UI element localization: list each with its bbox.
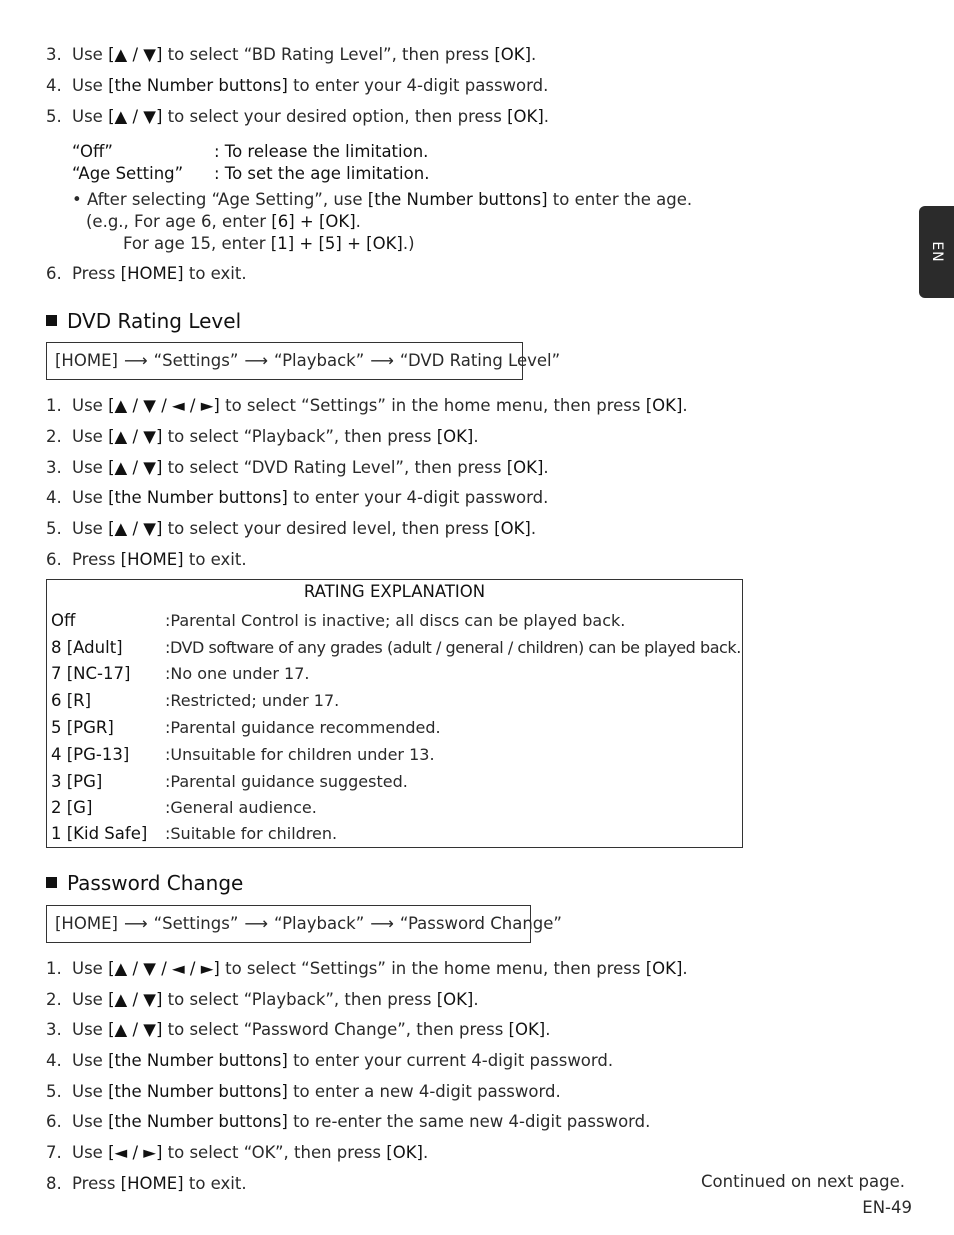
option-row	[72, 141, 428, 163]
arrow-right-icon: ⟶	[123, 914, 148, 933]
table-row	[51, 636, 741, 660]
table-row	[51, 822, 337, 846]
step-text: to select “BD Rating Level”, then press	[162, 45, 495, 64]
step-key: [the Number buttons]	[108, 1112, 288, 1131]
step-text: .	[682, 396, 688, 415]
arrow-right-icon: ⟶	[244, 914, 269, 933]
step-text: Use	[72, 76, 109, 95]
path-segment: “Password Change”	[399, 914, 562, 933]
arrow-right-icon: ⟶	[370, 351, 394, 370]
table-row	[51, 609, 625, 633]
path-segment: “Playback”	[274, 351, 365, 370]
step-key: [▲ / ▼]	[108, 990, 163, 1009]
option-name: “Age Setting”	[72, 164, 184, 183]
path-segment: [HOME]	[55, 351, 118, 370]
step-key: [HOME]	[120, 1174, 184, 1193]
rating-level: 4 [PG-13]	[51, 745, 130, 764]
step-text: Use	[72, 990, 109, 1009]
step-text: to select “Playback”, then press	[162, 990, 437, 1009]
step-key: [▲ / ▼]	[108, 45, 163, 64]
step-text: to re-enter the same new 4-digit password.	[287, 1112, 651, 1131]
step-key: [▲ / ▼]	[108, 458, 163, 477]
step-number: 6.	[46, 264, 62, 283]
arrow-right-icon: ⟶	[244, 351, 269, 370]
step-number: 6.	[46, 550, 62, 569]
age-note-line	[72, 189, 692, 211]
note-text: • After selecting “Age Setting”, use	[72, 190, 368, 209]
step-text: to select “DVD Rating Level”, then press	[162, 458, 507, 477]
note-text: .	[355, 212, 361, 231]
step-text: to select “Playback”, then press	[162, 427, 437, 446]
list-item	[46, 1049, 613, 1073]
step-text: .	[473, 990, 479, 1009]
step-number: 7.	[46, 1143, 62, 1162]
step-text: .	[530, 519, 537, 538]
step-text: to exit.	[183, 264, 247, 283]
rating-level: 3 [PG]	[51, 772, 103, 791]
rating-description: :No one under 17.	[165, 664, 310, 683]
step-text: to enter your 4-digit password.	[287, 76, 549, 95]
step-number: 5.	[46, 519, 62, 538]
arrow-right-icon: ⟶	[370, 914, 394, 933]
step-key: [OK]	[645, 396, 683, 415]
table-row	[51, 796, 317, 820]
step-number: 2.	[46, 990, 62, 1009]
list-item	[46, 1110, 650, 1134]
step-text: Use	[72, 1112, 109, 1131]
section-title: Password Change	[67, 871, 244, 895]
list-item	[46, 394, 688, 418]
step-text: to exit.	[183, 1174, 247, 1193]
rating-level: 6 [R]	[51, 691, 92, 710]
step-text: to enter your 4-digit password.	[287, 488, 549, 507]
step-key: [OK]	[436, 427, 474, 446]
step-text: Use	[72, 959, 109, 978]
path-segment: “Playback”	[274, 914, 365, 933]
rating-description: :General audience.	[165, 798, 317, 817]
list-item	[46, 456, 549, 480]
path-segment: “DVD Rating Level”	[399, 351, 561, 370]
step-number: 6.	[46, 1112, 62, 1131]
option-name: “Off”	[72, 142, 113, 161]
step-text: to select “OK”, then press	[162, 1143, 387, 1162]
step-key: [▲ / ▼]	[108, 107, 163, 126]
step-text: Press	[72, 264, 121, 283]
step-text: Use	[72, 1143, 109, 1162]
step-text: .	[422, 1143, 429, 1162]
page-number: EN-49	[862, 1198, 912, 1217]
step-text: .	[543, 458, 549, 477]
table-row	[51, 743, 435, 767]
table-row	[51, 770, 408, 794]
step-key: [◄ / ►]	[108, 1143, 163, 1162]
rating-level: 2 [G]	[51, 798, 93, 817]
step-key: [the Number buttons]	[108, 1051, 288, 1070]
note-text: to enter the age.	[547, 190, 693, 209]
rating-description: :Suitable for children.	[165, 824, 338, 843]
language-tab	[919, 206, 954, 298]
rating-description: :DVD software of any grades (adult / general / children) can be played back.	[165, 638, 741, 657]
list-item	[46, 1172, 247, 1196]
step-text: to select “Settings” in the home menu, then press	[219, 959, 646, 978]
rating-level: 7 [NC-17]	[51, 664, 131, 683]
step-text: to enter a new 4-digit password.	[287, 1082, 561, 1101]
list-item	[46, 43, 536, 67]
step-key: [OK]	[386, 1143, 423, 1162]
step-text: Use	[72, 45, 109, 64]
step-text: to select “Password Change”, then press	[162, 1020, 509, 1039]
list-item	[46, 1141, 428, 1165]
table-row	[51, 662, 309, 686]
step-number: 5.	[46, 107, 62, 126]
step-text: to select your desired option, then press	[162, 107, 508, 126]
step-text: to enter your current 4-digit password.	[287, 1051, 614, 1070]
step-key: [▲ / ▼]	[108, 1020, 163, 1039]
step-key: [the Number buttons]	[108, 1082, 288, 1101]
step-text: .	[682, 959, 688, 978]
step-number: 3.	[46, 45, 62, 64]
rating-description: :Restricted; under 17.	[165, 691, 340, 710]
step-key: [▲ / ▼ / ◄ / ►]	[108, 959, 220, 978]
menu-path-box	[46, 342, 561, 380]
list-item	[46, 105, 549, 129]
square-bullet-icon	[46, 877, 57, 888]
rating-level: 8 [Adult]	[51, 638, 123, 657]
continued-note: Continued on next page.	[701, 1172, 905, 1191]
age-note-line	[123, 233, 415, 255]
age-note-line	[86, 211, 361, 233]
option-description: : To set the age limitation.	[214, 164, 430, 183]
table-row	[51, 689, 339, 713]
section-heading	[46, 309, 241, 333]
step-number: 1.	[46, 959, 62, 978]
step-key: [OK]	[506, 458, 544, 477]
list-item	[46, 1018, 550, 1042]
step-key: [OK]	[645, 959, 683, 978]
note-text: .)	[402, 234, 415, 253]
list-item	[46, 548, 247, 572]
step-text: to select your desired level, then press	[162, 519, 495, 538]
rating-description: :Parental guidance recommended.	[165, 718, 441, 737]
step-key: [the Number buttons]	[108, 488, 288, 507]
step-text: Use	[72, 427, 109, 446]
rating-description: :Parental guidance suggested.	[165, 772, 408, 791]
section-title: DVD Rating Level	[67, 309, 242, 333]
step-key: [▲ / ▼]	[108, 519, 163, 538]
table-title: RATING EXPLANATION	[303, 582, 486, 601]
step-key: [HOME]	[120, 264, 184, 283]
step-number: 5.	[46, 1082, 62, 1101]
note-text: (e.g., For age 6, enter	[86, 212, 272, 231]
list-item	[46, 425, 479, 449]
square-bullet-icon	[46, 315, 57, 326]
step-key: [OK]	[507, 107, 544, 126]
step-text: Use	[72, 107, 109, 126]
step-key: [OK]	[494, 45, 532, 64]
language-tab-label: EN	[928, 241, 945, 263]
step-key: [OK]	[494, 519, 531, 538]
rating-explanation-table	[46, 579, 743, 848]
step-text: Press	[72, 550, 121, 569]
note-key: [the Number buttons]	[367, 190, 548, 209]
step-text: Press	[72, 1174, 121, 1193]
note-text: For age 15, enter	[123, 234, 271, 253]
rating-level: 1 [Kid Safe]	[51, 824, 148, 843]
section-heading	[46, 871, 243, 895]
step-text: to exit.	[183, 550, 247, 569]
list-item	[46, 486, 548, 510]
rating-level: Off	[51, 611, 76, 630]
step-text: .	[545, 1020, 551, 1039]
rating-description: :Parental Control is inactive; all discs can be played back.	[165, 611, 626, 630]
path-segment: “Settings”	[153, 914, 239, 933]
note-key: [6] + [OK]	[271, 212, 356, 231]
path-segment: “Settings”	[153, 351, 239, 370]
step-number: 4.	[46, 488, 62, 507]
step-text: .	[543, 107, 550, 126]
step-text: Use	[72, 488, 109, 507]
list-item	[46, 74, 548, 98]
step-key: [HOME]	[120, 550, 184, 569]
step-number: 3.	[46, 1020, 62, 1039]
step-key: [▲ / ▼ / ◄ / ►]	[108, 396, 220, 415]
step-key: [the Number buttons]	[108, 76, 288, 95]
rating-level: 5 [PGR]	[51, 718, 114, 737]
step-text: Use	[72, 396, 109, 415]
step-number: 8.	[46, 1174, 62, 1193]
step-number: 1.	[46, 396, 62, 415]
list-item	[46, 957, 688, 981]
step-text: to select “Settings” in the home menu, then press	[219, 396, 646, 415]
step-key: [OK]	[436, 990, 474, 1009]
step-text: Use	[72, 1020, 109, 1039]
rating-description: :Unsuitable for children under 13.	[165, 745, 435, 764]
step-key: [▲ / ▼]	[108, 427, 163, 446]
step-number: 2.	[46, 427, 62, 446]
path-segment: [HOME]	[55, 914, 118, 933]
step-text: Use	[72, 458, 109, 477]
arrow-right-icon: ⟶	[123, 351, 148, 370]
step-text: Use	[72, 1051, 109, 1070]
step-text: Use	[72, 519, 109, 538]
list-item	[46, 262, 247, 286]
list-item	[46, 517, 536, 541]
step-text: .	[531, 45, 537, 64]
step-number: 4.	[46, 1051, 62, 1070]
step-key: [OK]	[508, 1020, 546, 1039]
option-description: : To release the limitation.	[214, 142, 429, 161]
table-row	[51, 716, 441, 740]
step-number: 4.	[46, 76, 62, 95]
step-text: .	[473, 427, 479, 446]
list-item	[46, 988, 479, 1012]
step-number: 3.	[46, 458, 62, 477]
note-key: [1] + [5] + [OK]	[270, 234, 403, 253]
list-item	[46, 1080, 561, 1104]
step-text: Use	[72, 1082, 109, 1101]
menu-path-box	[46, 905, 562, 943]
option-row	[72, 163, 429, 185]
